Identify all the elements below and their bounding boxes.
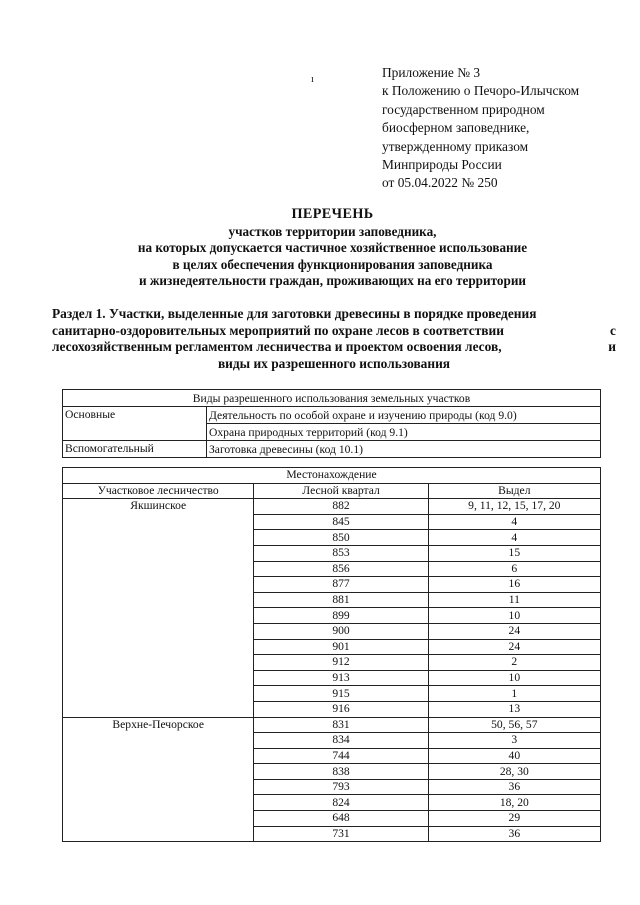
usage-table bbox=[62, 389, 601, 458]
section-line bbox=[52, 339, 616, 356]
table-row bbox=[63, 717, 601, 733]
allotment-cell: 6 bbox=[428, 561, 600, 577]
forest-quarter-cell: 838 bbox=[254, 764, 428, 780]
usage-aux-label: Вспомогательный bbox=[63, 441, 207, 458]
appendix-header bbox=[382, 64, 627, 193]
section-line-text: виды их разрешенного использования bbox=[217, 355, 451, 371]
allotment-cell: 3 bbox=[428, 733, 600, 749]
allotment-cell: 15 bbox=[428, 545, 600, 561]
usage-main-item: Охрана природных территорий (код 9.1) bbox=[207, 424, 601, 441]
table-row bbox=[63, 483, 601, 499]
forest-quarter-cell: 834 bbox=[254, 733, 428, 749]
allotment-cell: 24 bbox=[428, 623, 600, 639]
section-line-text: санитарно-оздоровительных мероприятий по охране лесов в соответствии bbox=[52, 322, 504, 338]
forest-quarter-cell: 793 bbox=[254, 779, 428, 795]
title-line: в целях обеспечения функционирования заповедника bbox=[172, 256, 493, 272]
table-row bbox=[63, 407, 601, 424]
title-line: и жизнедеятельности граждан, проживающих на его территории bbox=[138, 273, 527, 288]
allotment-cell: 4 bbox=[428, 514, 600, 530]
forest-quarter-cell: 731 bbox=[254, 826, 428, 842]
section-line bbox=[52, 306, 616, 323]
forest-quarter-cell: 881 bbox=[254, 592, 428, 608]
allotment-cell: 13 bbox=[428, 701, 600, 717]
table-row bbox=[63, 468, 601, 484]
appendix-line: Приложение № 3 bbox=[382, 65, 481, 80]
forest-quarter-cell: 824 bbox=[254, 795, 428, 811]
forest-quarter-cell: 648 bbox=[254, 811, 428, 827]
forest-quarter-cell: 850 bbox=[254, 530, 428, 546]
appendix-line: утвержденному приказом bbox=[382, 138, 529, 154]
table-row bbox=[63, 441, 601, 458]
allotment-cell: 24 bbox=[428, 639, 600, 655]
allotment-cell: 2 bbox=[428, 655, 600, 671]
allotment-cell: 1 bbox=[428, 686, 600, 702]
forest-quarter-cell: 912 bbox=[254, 655, 428, 671]
appendix-line: от 05.04.2022 № 250 bbox=[382, 175, 498, 191]
forest-quarter-cell: 831 bbox=[254, 717, 428, 733]
title-main: ПЕРЕЧЕНЬ bbox=[291, 206, 374, 222]
column-header: Лесной квартал bbox=[254, 483, 428, 499]
allotment-cell: 40 bbox=[428, 748, 600, 764]
usage-aux-item: Заготовка древесины (код 10.1) bbox=[207, 441, 601, 458]
location-table bbox=[62, 467, 601, 842]
table-row bbox=[63, 390, 601, 407]
section-line-tail: с bbox=[610, 322, 616, 338]
section-line bbox=[52, 323, 616, 340]
section-line-text: Раздел 1. Участки, выделенные для заготовки древесины в порядке проведения bbox=[52, 306, 537, 321]
forest-quarter-cell: 899 bbox=[254, 608, 428, 624]
forest-quarter-cell: 913 bbox=[254, 670, 428, 686]
allotment-cell: 4 bbox=[428, 530, 600, 546]
title-line: участков территории заповедника, bbox=[228, 223, 437, 239]
appendix-line: биосферном заповеднике, bbox=[382, 120, 530, 136]
allotment-cell: 10 bbox=[428, 608, 600, 624]
scan-mark: ı bbox=[311, 74, 314, 85]
forest-quarter-cell: 916 bbox=[254, 701, 428, 717]
forest-quarter-cell: 915 bbox=[254, 686, 428, 702]
allotment-cell: 16 bbox=[428, 577, 600, 593]
forestry-name: Верхне-Печорское bbox=[63, 717, 254, 842]
document-title bbox=[40, 206, 625, 290]
section-line-tail: и bbox=[608, 339, 616, 355]
forestry-name: Якшинское bbox=[63, 499, 254, 717]
usage-main-item: Деятельность по особой охране и изучению природы (код 9.0) bbox=[207, 407, 601, 424]
allotment-cell: 9, 11, 12, 15, 17, 20 bbox=[428, 499, 600, 515]
forest-quarter-cell: 901 bbox=[254, 639, 428, 655]
title-line: на которых допускается частичное хозяйственное использование bbox=[137, 240, 528, 255]
location-table-header: Местонахождение bbox=[63, 468, 601, 484]
appendix-line: к Положению о Печоро-Илычском bbox=[382, 83, 580, 99]
allotment-cell: 11 bbox=[428, 592, 600, 608]
appendix-line: Минприроды России bbox=[382, 157, 502, 173]
forest-quarter-cell: 856 bbox=[254, 561, 428, 577]
location-table-body bbox=[63, 468, 601, 842]
column-header: Участковое лесничество bbox=[63, 483, 254, 499]
usage-main-label: Основные bbox=[63, 407, 207, 441]
forest-quarter-cell: 845 bbox=[254, 514, 428, 530]
forest-quarter-cell: 744 bbox=[254, 748, 428, 764]
forest-quarter-cell: 853 bbox=[254, 545, 428, 561]
allotment-cell: 18, 20 bbox=[428, 795, 600, 811]
forest-quarter-cell: 882 bbox=[254, 499, 428, 515]
usage-table-header: Виды разрешенного использования земельных участков bbox=[63, 390, 601, 407]
forest-quarter-cell: 900 bbox=[254, 623, 428, 639]
allotment-cell: 28, 30 bbox=[428, 764, 600, 780]
allotment-cell: 29 bbox=[428, 811, 600, 827]
section-heading bbox=[52, 306, 616, 372]
allotment-cell: 10 bbox=[428, 670, 600, 686]
column-header: Выдел bbox=[428, 483, 600, 499]
allotment-cell: 36 bbox=[428, 779, 600, 795]
forest-quarter-cell: 877 bbox=[254, 577, 428, 593]
appendix-line: государственном природном bbox=[382, 101, 545, 117]
allotment-cell: 36 bbox=[428, 826, 600, 842]
table-row bbox=[63, 499, 601, 515]
section-line-text: лесохозяйственным регламентом лесничества и проектом освоения лесов, bbox=[52, 339, 502, 355]
allotment-cell: 50, 56, 57 bbox=[428, 717, 600, 733]
